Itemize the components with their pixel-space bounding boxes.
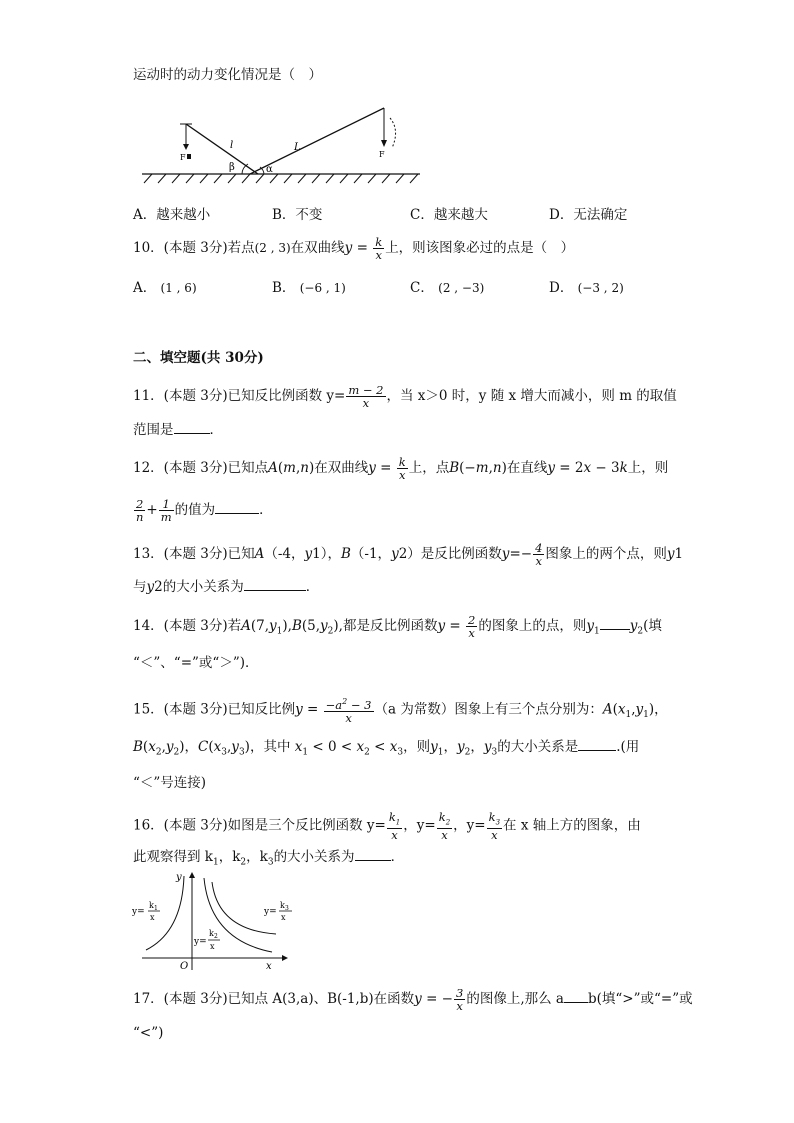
question-17-cont: “<”)	[133, 1025, 164, 1041]
question-16: 16．(本题 3分)如图是三个反比例函数 y= $\frac{k_1}{x}$ ，y= $\frac{k_2}{x}$ ，y= $\frac{k_3}{x}$ 在 x 轴上方的图象，由	[133, 810, 641, 843]
right-force-label: F	[379, 150, 385, 159]
label-k3: y=	[264, 907, 277, 917]
q9-option-b: B．不变	[272, 207, 323, 223]
y-axis-label: y	[176, 872, 182, 883]
question-10: 10．(本题 3分)若点(2 , 3)在双曲线y = $\frac{k}{x}$ 上，则该图象必过的点是（ ）	[133, 235, 575, 262]
question-14: 14．(本题 3分)若$A(7,y_1),B(5,y_2)$,都是反比例函数y = $\frac{2}{x}$ 的图象上的点，则$y_1$ $y_2$(填	[133, 613, 662, 640]
q10-option-b: B． (−6 , 1)	[272, 280, 346, 296]
q9-option-a: A．越来越小	[133, 207, 211, 223]
question-15-cont2: “＜”号连接)	[133, 775, 207, 791]
question-11: 11．(本题 3分)已知反比例函数 y= $\frac{m - 2}{x}$ ，当 x＞0 时，y 随 x 增大而减小，则 m 的取值	[133, 383, 677, 410]
svg-text:x: x	[281, 913, 286, 922]
answer-blank-12[interactable]	[215, 501, 259, 514]
answer-blank-13[interactable]	[244, 578, 306, 591]
q9-option-d: D．无法确定	[549, 207, 628, 223]
question-15-cont: $B(x_2,y_2)$，$C(x_3,y_3)$，其中 $x_1 < 0 < x_2 < x_3$，则$y_1$，$y_2$，$y_3$的大小关系是 .(用	[133, 739, 640, 758]
origin-label: O	[180, 961, 189, 972]
question-17: 17．(本题 3分)已知点 A(3,a)、B(-1,b)在函数y = − $\frac{3}{x}$ 的图像上,那么 a b(填“>”或“=”或	[133, 986, 693, 1013]
svg-text:x: x	[150, 913, 155, 922]
answer-blank-11[interactable]	[174, 421, 210, 434]
hyperbola-figure	[132, 870, 298, 974]
svg-text:1: 1	[154, 905, 158, 912]
question-16-cont: 此观察得到 $k_1$，$k_2$，$k_3$的大小关系为 ．	[133, 849, 405, 868]
answer-blank-16[interactable]	[355, 848, 391, 861]
angle-beta: β	[229, 162, 235, 173]
question-12-cont: $\frac{2}{n}$ + $\frac{1}{m}$ 的值为 ．	[136, 497, 273, 524]
svg-text:3: 3	[285, 905, 289, 912]
question-13: 13．(本题 3分)已知A（-4，y1），B（-1，y2）是反比例函数y=− $\frac{4}{x}$ 图象上的两个点，则y1	[133, 541, 684, 568]
label-L: L	[294, 142, 301, 153]
svg-text:k: k	[149, 901, 154, 910]
left-force-label: F	[180, 153, 186, 162]
question-15: 15．(本题 3分)已知反比例y = $\frac{-a^2 - 3}{x}$ （a 为常数）图象上有三个点分别为：$A(x_1,y_1)$，	[133, 697, 668, 725]
question-9-stem: 运动时的动力变化情况是（ ）	[133, 67, 322, 83]
answer-blank-14[interactable]	[600, 617, 630, 630]
question-12: 12．(本题 3分)已知点A(m,n)在双曲线y = $\frac{k}{x}$ 上，点B(−m,n)在直线y = 2x − 3k上，则	[133, 455, 669, 482]
svg-text:k: k	[209, 929, 214, 938]
svg-text:x: x	[210, 942, 215, 951]
label-k1: y=	[132, 907, 145, 917]
question-14-cont: “＜”、“=”或“＞”)．	[133, 655, 259, 671]
x-axis-label: x	[266, 961, 272, 972]
fraction-m-minus-2-over-x: $\frac{m - 2}{x}$	[348, 383, 384, 410]
q10-option-d: D． (−3 , 2)	[549, 280, 624, 296]
fraction-k-over-x: $\frac{k}{x}$	[375, 235, 383, 262]
answer-blank-17[interactable]	[564, 990, 588, 1003]
svg-text:k: k	[280, 901, 285, 910]
svg-text:2: 2	[214, 933, 218, 940]
answer-blank-15[interactable]	[578, 738, 616, 751]
section-2-title: 二、填空题(共 30分)	[133, 350, 264, 366]
question-11-cont: 范围是 ．	[133, 422, 223, 438]
q10-option-c: C． (2 , −3)	[410, 280, 485, 296]
q10-option-a: A． (1 , 6)	[133, 280, 197, 296]
q9-option-c: C．越来越大	[410, 207, 488, 223]
label-k2: y=	[194, 937, 207, 947]
lever-figure	[138, 104, 428, 186]
angle-alpha: α	[266, 164, 273, 175]
question-13-cont: 与y2的大小关系为 ．	[133, 579, 320, 595]
label-l: l	[230, 140, 234, 151]
